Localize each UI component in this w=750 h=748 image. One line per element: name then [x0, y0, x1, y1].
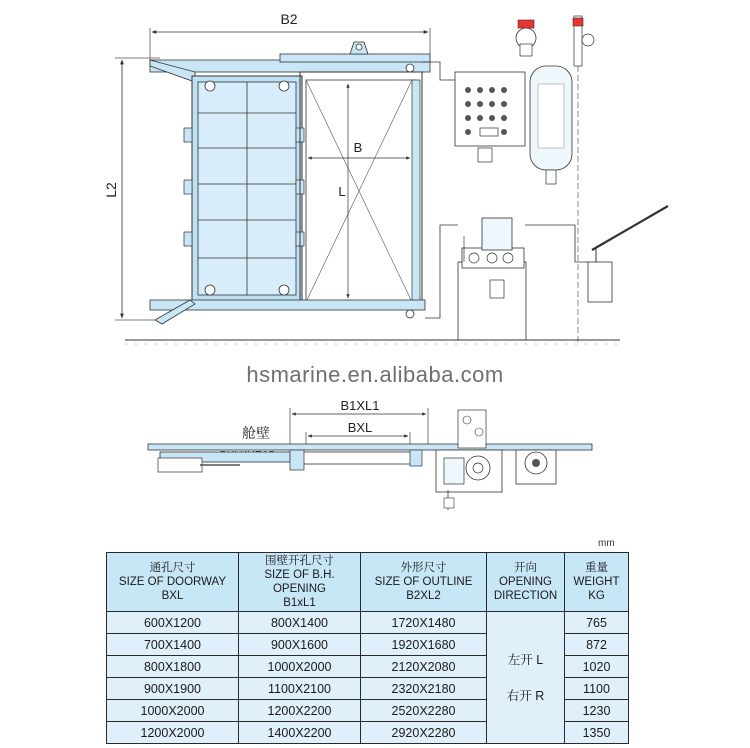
cell-opening: 900X1600: [239, 634, 361, 656]
cell-opening: 1100X2100: [239, 678, 361, 700]
cell-weight: 872: [565, 634, 629, 656]
spec-table: [106, 552, 629, 744]
unit-label: mm: [598, 538, 615, 549]
cell-outline: 2920X2280: [361, 722, 487, 744]
header-outline-sub: B2XL2: [406, 590, 441, 602]
header-direction-cn: 开向: [514, 562, 537, 574]
header-opening: [239, 553, 361, 612]
header-doorway-cn: 通孔尺寸: [149, 562, 196, 574]
cell-weight: 1350: [565, 722, 629, 744]
header-weight-cn: 重量: [585, 562, 608, 574]
control-panel: [455, 72, 525, 146]
header-doorway-sub: BXL: [161, 590, 184, 602]
table-row: [107, 612, 629, 634]
cell-opening: 1400X2200: [239, 722, 361, 744]
direction-left: 左开 L: [507, 652, 544, 667]
header-opening-en: SIZE OF B.H. OPENING: [264, 569, 335, 595]
header-opening-sub: B1xL1: [283, 597, 316, 609]
cell-doorway: 800X1800: [107, 656, 239, 678]
header-doorway-en: SIZE OF DOORWAY: [118, 576, 227, 588]
cell-outline: 2120X2080: [361, 656, 487, 678]
cell-weight: 1100: [565, 678, 629, 700]
header-doorway: [107, 553, 239, 612]
bulkhead-plate: [148, 444, 592, 450]
header-opening-cn: 围壁开孔尺寸: [265, 555, 334, 567]
cell-doorway: 700X1400: [107, 634, 239, 656]
hand-pump: [588, 262, 612, 302]
bulkhead-label-cn: 舱壁: [242, 425, 270, 441]
cell-opening: 1000X2000: [239, 656, 361, 678]
cell-opening: 800X1400: [239, 612, 361, 634]
cell-outline: 1720X1480: [361, 612, 487, 634]
table-header-row: [107, 553, 629, 612]
l-label: L: [338, 184, 346, 199]
header-outline: [361, 553, 487, 612]
cell-doorway: 600X1200: [107, 612, 239, 634]
cell-doorway: 900X1900: [107, 678, 239, 700]
cell-outline: 2320X2180: [361, 678, 487, 700]
cell-outline: 1920X1680: [361, 634, 487, 656]
header-direction-en: OPENING: [498, 576, 553, 588]
header-outline-cn: 外形尺寸: [400, 562, 447, 574]
header-weight-en: WEIGHT: [573, 576, 620, 588]
header-weight-sub: KG: [588, 590, 605, 602]
direction-right: 右开 R: [506, 688, 545, 703]
cell-weight: 1230: [565, 700, 629, 722]
alarm-beacon-icon: [573, 16, 594, 66]
bxl-label: BXL: [347, 420, 373, 435]
cell-doorway: 1200X2000: [107, 722, 239, 744]
header-direction-sub: DIRECTION: [493, 590, 558, 602]
b-label: B: [353, 140, 363, 155]
door-frame: [300, 72, 422, 308]
front-elevation: [103, 11, 668, 345]
hydraulic-unit: [458, 262, 526, 340]
cell-weight: 1020: [565, 656, 629, 678]
cell-outline: 2520X2280: [361, 700, 487, 722]
watermark-text: hsmarine.en.alibaba.com: [246, 362, 504, 387]
header-outline-en: SIZE OF OUTLINE: [374, 576, 473, 588]
cell-direction: [487, 612, 565, 744]
b1xl1-label: B1XL1: [340, 398, 380, 413]
cell-weight: 765: [565, 612, 629, 634]
b2-label: B2: [280, 11, 298, 27]
header-direction: [487, 553, 565, 612]
cell-opening: 1200X2200: [239, 700, 361, 722]
cell-doorway: 1000X2000: [107, 700, 239, 722]
header-weight: [565, 553, 629, 612]
plan-view: [148, 398, 592, 510]
alarm-beacon-icon: [516, 20, 536, 56]
l2-label: L2: [103, 182, 119, 198]
